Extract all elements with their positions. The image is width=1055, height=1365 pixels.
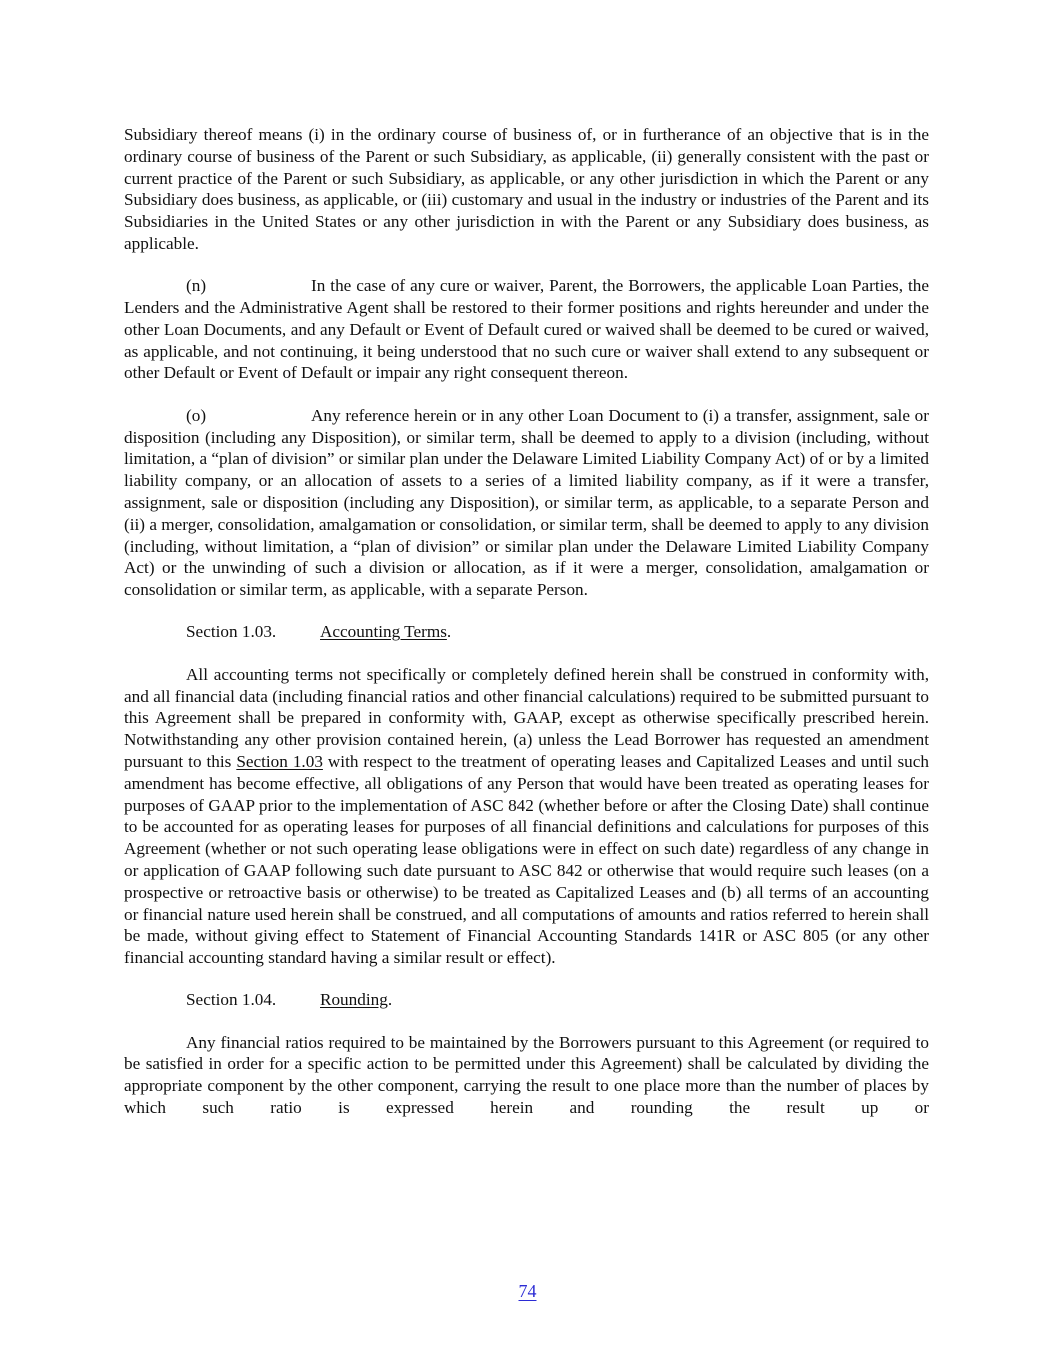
- page-number-link[interactable]: 74: [518, 1281, 537, 1301]
- section-title: Accounting Terms: [320, 622, 447, 642]
- section-body-1-04: [124, 1032, 929, 1119]
- body-text: Any financial ratios required to be maintained by the Borrowers pursuant to this Agreement (or required to be satisfied in order for a specific action to be permitted under this Agreement) shall be calculated by dividing the appropriate component by the other component, carrying the result to one place more than the number of places by which such ratio is expressed herein and rounding the result up or: [124, 1032, 929, 1118]
- continuation-paragraph: Subsidiary thereof means (i) in the ordinary course of business of, or in furtherance of an objective that is in the ordinary course of business of the Parent or such Subsidiary, as applicable, (ii) generally consistent with the past or current practice of the Parent or such Subsidiary, as applicable, or any other jurisdiction in which the Parent or any Subsidiary does business, as applicable, or (iii) customary and usual in the industry or industries of the Parent and its Subsidiaries in the United States or any other jurisdiction in with the Parent or any Subsidiary does business, as applicable.: [124, 125, 929, 253]
- section-number: Section 1.04.: [186, 990, 277, 1010]
- section-cross-reference: Section 1.03: [236, 751, 323, 771]
- clause-label: (o): [186, 405, 207, 425]
- section-number: Section 1.03.: [186, 622, 277, 642]
- clause-text: Any reference herein or in any other Loan Document to (i) a transfer, assignment, sale or disposition (including any Disposition), or similar term, shall be deemed to apply to a division (including, without limitation, a “plan of division” or similar plan under the Delaware Limited Liability Company Act) of or by a limited liability company, or an allocation of assets to a series of a limited liability company, as if it were a transfer, assignment, sale or disposition (including any Disposition), or similar term, as applicable, to a separate Person and (ii) a merger, consolidation, amalgamation or consolidation, or similar term, shall be deemed to apply to any division (including, without limitation, a “plan of division” or similar plan under the Delaware Limited Liability Company Act) or the unwinding of such a division or allocation, as if it were a merger, consolidation, amalgamation or consolidation or similar term, as applicable, with a separate Person.: [124, 405, 929, 600]
- body-text: All accounting terms not specifically or completely defined herein shall be construed in conformity with, and all financial data (including financial ratios and other financial calculations) required to be submitted pursuant to this Agreement shall be prepared in conformity with, GAAP, except as otherwise specifically prescribed herein. Notwithstanding any other provision contained herein, (a) unless the Lead Borrower has requested an amendment pursuant to this: [124, 664, 929, 771]
- clause-n: [124, 275, 929, 384]
- section-heading-1-04: [124, 989, 929, 1011]
- section-title-suffix: .: [387, 990, 393, 1010]
- clause-label: (n): [186, 276, 207, 296]
- section-title-suffix: .: [446, 622, 452, 642]
- clause-o: [124, 405, 929, 601]
- section-title: Rounding: [320, 990, 388, 1010]
- section-body-1-03: [124, 664, 929, 969]
- clause-text: In the case of any cure or waiver, Parent, the Borrowers, the applicable Loan Parties, the Lenders and the Administrative Agent shall be restored to their former positions and rights hereunder and under the other Loan Documents, and any Default or Event of Default cured or waived shall be deemed to be cured or waived, as applicable, and not continuing, it being understood that no such cure or waiver shall extend to any subsequent or other Default or Event of Default or impair any right consequent thereon.: [124, 276, 929, 383]
- section-heading-1-03: [124, 621, 929, 643]
- document-page: [124, 124, 929, 1139]
- body-text: with respect to the treatment of operating leases and Capitalized Leases and until such amendment has become effective, all obligations of any Person that would have been treated as operating leases for purposes of GAAP prior to the implementation of ASC 842 (whether before or after the Closing Date) shall continue to be accounted for as operating leases for purposes of all financial definitions and calculations for purposes of this Agreement (whether or not such operating lease obligations were in effect on such date) regardless of any change in or application of GAAP following such date pursuant to ASC 842 or otherwise that would require such leases (on a prospective or retroactive basis or otherwise) to be treated as Capitalized Leases and (b) all terms of an accounting or financial nature used herein shall be construed, and all computations of amounts and ratios referred to herein shall be made, without giving effect to Statement of Financial Accounting Standards 141R or ASC 805 (or any other financial accounting standard having a similar result or effect).: [124, 751, 929, 968]
